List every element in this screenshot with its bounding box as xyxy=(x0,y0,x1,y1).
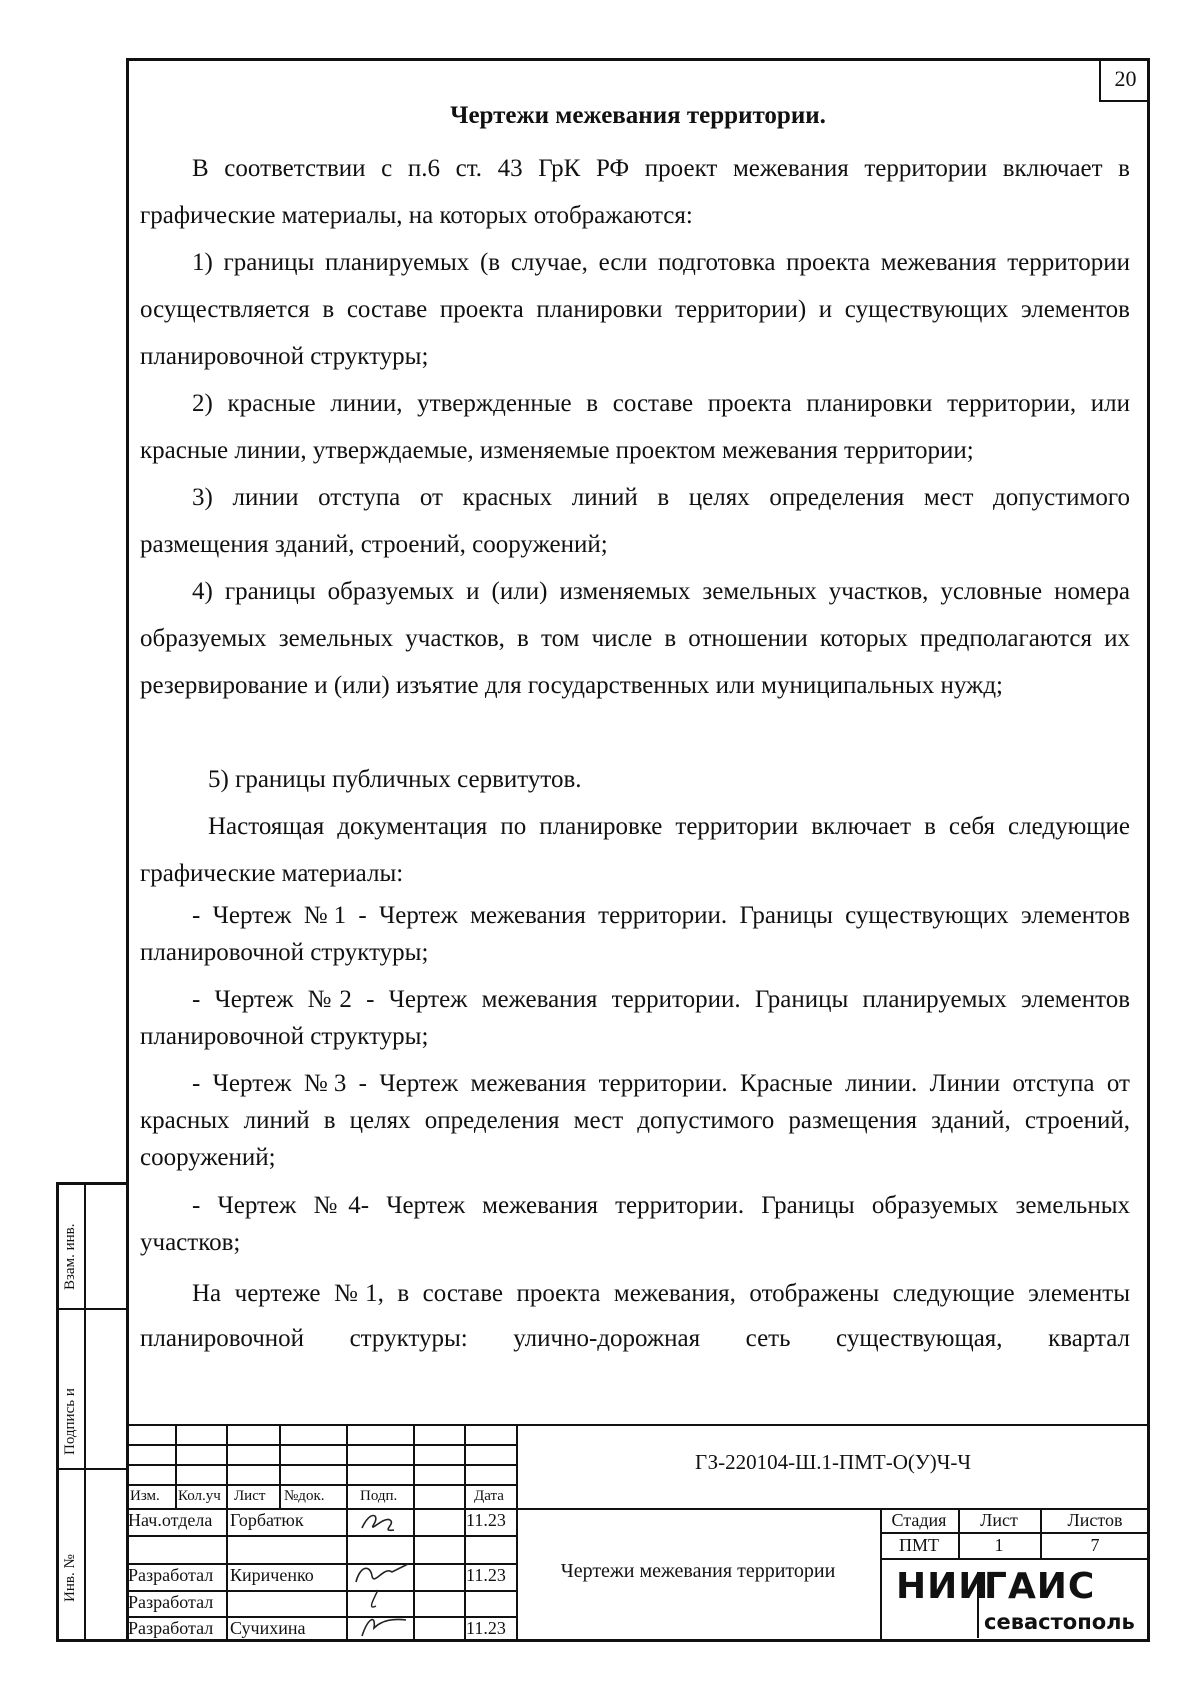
paragraph: - Чертеж №2 - Чертеж межевания территории. Границы планируемых элементов планировочной структуры; xyxy=(140,986,1130,1050)
header-kol-uch: Кол.уч xyxy=(178,1488,221,1504)
paragraph: В соответствии с п.6 ст. 43 ГрК РФ проект межевания территории включает в графические материалы, на которых отображаются: xyxy=(140,155,1130,229)
header-list: Лист xyxy=(234,1488,266,1504)
handwritten-signatures xyxy=(350,1506,410,1642)
side-stamp-vzam-inv: Взам. инв. xyxy=(62,1223,78,1290)
row-role: Нач.отдела xyxy=(128,1510,213,1530)
header-izm: Изм. xyxy=(130,1488,160,1504)
title-block-line xyxy=(279,1424,281,1508)
title-block-line xyxy=(126,1535,516,1537)
sheets-label: Листов xyxy=(1067,1510,1123,1530)
title-block-line xyxy=(464,1424,466,1642)
title-block-line xyxy=(880,1558,1150,1560)
paragraph: Настоящая документация по планировке территории включает в себя следующие графические материалы: xyxy=(140,813,1130,887)
paragraph: На чертеже №1, в составе проекта межевания, отображены следующие элементы планировочной структуры: улично-дорожная сеть существующая, квартал xyxy=(140,1280,1130,1352)
paragraph: 1) границы планируемых (в случае, если подготовка проекта межевания территории осуществляется в составе проекта планировки территории) и существующих элементов планировочной структуры; xyxy=(140,249,1130,370)
sheet-label: Лист xyxy=(980,1510,1018,1530)
row-date: 11.23 xyxy=(466,1565,506,1585)
document-code: ГЗ-220104-Ш.1-ПМТ-О(У)Ч-Ч xyxy=(694,1450,972,1474)
row-date: 11.23 xyxy=(466,1510,506,1530)
paragraph: 2) красные линии, утвержденные в составе проекта планировки территории, или красные линии, утверждаемые, изменяемые проектом межевания территории; xyxy=(140,390,1130,464)
row-date: 11.23 xyxy=(466,1618,506,1638)
paragraph: - Чертеж №3 - Чертеж межевания территории. Красные линии. Линии отступа от красных линий в целях определения мест допустимого размещения зданий, строений, сооружений; xyxy=(140,1070,1130,1171)
stage-value: ПМТ xyxy=(899,1535,939,1555)
sheets-value: 7 xyxy=(1090,1535,1100,1555)
side-stamp-podpis: Подпись и xyxy=(62,1388,78,1455)
logo-divider xyxy=(977,1572,979,1638)
row-name: Кириченко xyxy=(230,1565,314,1585)
logo-nii: НИИ xyxy=(896,1566,990,1607)
sheet-value: 1 xyxy=(994,1535,1004,1555)
paragraph: - Чертеж №1 - Чертеж межевания территории. Границы существующих элементов планировочной структуры; xyxy=(140,902,1130,966)
side-stamp-divider xyxy=(56,1468,126,1470)
row-name: Горбатюк xyxy=(230,1510,304,1530)
stage-label: Стадия xyxy=(891,1510,947,1530)
document-name: Чертежи межевания территории xyxy=(560,1560,836,1582)
header-n-dok: №док. xyxy=(284,1488,325,1504)
side-stamp-inv-no: Инв. № xyxy=(62,1554,78,1602)
side-stamp-divider xyxy=(56,1308,126,1310)
title-block-line xyxy=(126,1484,516,1486)
document-title: Чертежи межевания территории. xyxy=(450,102,826,129)
side-stamp-divider xyxy=(84,1182,86,1642)
title-block-line xyxy=(413,1424,415,1642)
page-number: 20 xyxy=(1099,58,1150,102)
title-block-line xyxy=(126,1464,516,1466)
title-block-line xyxy=(175,1424,177,1508)
header-data: Дата xyxy=(474,1488,504,1504)
paragraph: 4) границы образуемых и (или) изменяемых земельных участков, условные номера образуемых земельных участков, в том числе в отношении которых предполагаются их резервирование и (или) изъятие для государственных или муниципальных нужд; xyxy=(140,578,1130,699)
paragraph: 5) границы публичных сервитутов. xyxy=(208,766,582,793)
row-role: Разработал xyxy=(128,1592,214,1612)
header-podp: Подп. xyxy=(360,1488,398,1504)
row-role: Разработал xyxy=(128,1565,214,1585)
title-block-line xyxy=(126,1444,516,1446)
row-role: Разработал xyxy=(128,1618,214,1638)
paragraph: - Чертеж №4- Чертеж межевания территории. Границы образуемых земельных участков; xyxy=(140,1192,1130,1256)
title-block-line xyxy=(226,1424,228,1642)
logo-city: севастополь xyxy=(984,1610,1135,1634)
row-name: Сучихина xyxy=(230,1618,306,1638)
paragraph: 3) линии отступа от красных линий в целях определения мест допустимого размещения зданий, строений, сооружений; xyxy=(140,484,1130,558)
title-block-line xyxy=(880,1532,1150,1534)
title-block-line xyxy=(346,1424,348,1642)
logo-gais: ГАИС xyxy=(984,1566,1096,1607)
